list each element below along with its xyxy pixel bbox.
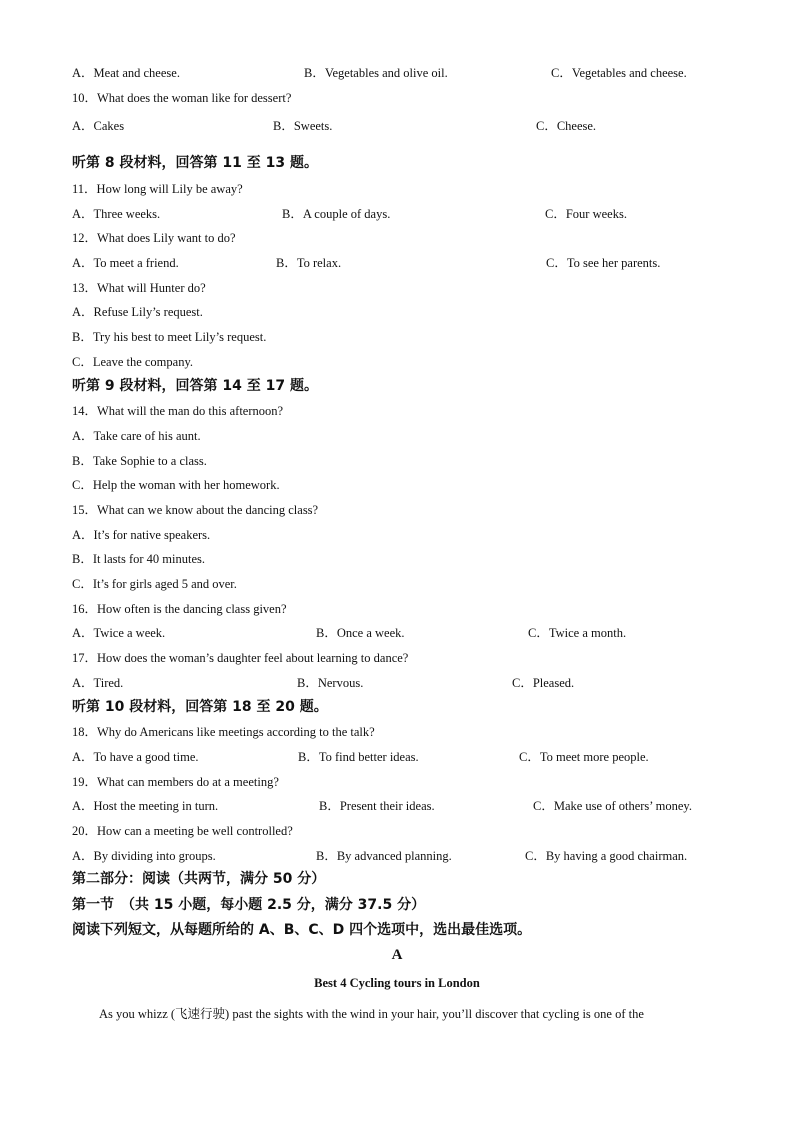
q13-option-b: B．Try his best to meet Lily’s request. [72,330,267,344]
passage-title: Best 4 Cycling tours in London [314,976,480,990]
passage-letter: A [391,947,403,963]
q9-option-b: B．Vegetables and olive oil. [304,66,448,80]
section-1-heading: 第一节 （共 15 小题，每小题 2.5 分，满分 37.5 分） [72,897,426,913]
q20-option-b: B．By advanced planning. [316,849,452,863]
q18-option-a: A．To have a good time. [72,750,199,764]
q17-option-a: A．Tired. [72,676,124,690]
q12-question: 12．What does Lily want to do? [72,231,236,245]
q19-option-a: A．Host the meeting in turn. [72,799,219,813]
q19-option-b: B．Present their ideas. [319,799,435,813]
q11-question: 11．How long will Lily be away? [72,182,243,196]
section-9-heading: 听第 9 段材料，回答第 14 至 17 题。 [72,378,318,394]
q14-option-c: C．Help the woman with her homework. [72,478,280,492]
passage-paragraph: As you whizz (飞速行驶) past the sights with the wind in your hair, you’ll discover that cycling is one of the [99,1007,644,1021]
reading-instruction: 阅读下列短文，从每题所给的 A、B、C、D 四个选项中，选出最佳选项。 [72,922,532,938]
q15-option-b: B．It lasts for 40 minutes. [72,552,205,566]
q9-option-c: C．Vegetables and cheese. [551,66,687,80]
q17-option-b: B．Nervous. [297,676,364,690]
q17-option-c: C．Pleased. [512,676,575,690]
q19-option-c: C．Make use of others’ money. [533,799,692,813]
q14-question: 14．What will the man do this afternoon? [72,404,284,418]
q9-option-a: A．Meat and cheese. [72,66,180,80]
q14-option-a: A．Take care of his aunt. [72,429,201,443]
q10-option-b: B．Sweets. [273,119,333,133]
q15-option-a: A．It’s for native speakers. [72,528,211,542]
q18-option-c: C．To meet more people. [519,750,649,764]
section-8-heading: 听第 8 段材料，回答第 11 至 13 题。 [72,155,318,171]
q16-option-b: B．Once a week. [316,626,405,640]
q10-option-a: A．Cakes [72,119,125,133]
q11-option-b: B．A couple of days. [282,207,391,221]
q19-question: 19．What can members do at a meeting? [72,775,279,789]
q20-option-c: C．By having a good chairman. [525,849,688,863]
q12-option-c: C．To see her parents. [546,256,661,270]
q11-option-a: A．Three weeks. [72,207,161,221]
q20-option-a: A．By dividing into groups. [72,849,216,863]
q12-option-a: A．To meet a friend. [72,256,179,270]
q15-option-c: C．It’s for girls aged 5 and over. [72,577,237,591]
q16-option-c: C．Twice a month. [528,626,627,640]
q16-question: 16．How often is the dancing class given? [72,602,287,616]
q16-option-a: A．Twice a week. [72,626,166,640]
q11-option-c: C．Four weeks. [545,207,627,221]
section-10-heading: 听第 10 段材料，回答第 18 至 20 题。 [72,699,328,715]
q18-question: 18．Why do Americans like meetings according to the talk? [72,725,375,739]
q10-question: 10．What does the woman like for dessert? [72,91,292,105]
part-2-heading: 第二部分：阅读（共两节，满分 50 分） [72,871,326,887]
q17-question: 17．How does the woman’s daughter feel about learning to dance? [72,651,409,665]
q13-question: 13．What will Hunter do? [72,281,206,295]
q13-option-c: C．Leave the company. [72,355,194,369]
q14-option-b: B．Take Sophie to a class. [72,454,207,468]
q18-option-b: B．To find better ideas. [298,750,419,764]
q20-question: 20．How can a meeting be well controlled? [72,824,293,838]
q13-option-a: A．Refuse Lily’s request. [72,305,203,319]
q15-question: 15．What can we know about the dancing class? [72,503,319,517]
q12-option-b: B．To relax. [276,256,342,270]
q10-option-c: C．Cheese. [536,119,597,133]
